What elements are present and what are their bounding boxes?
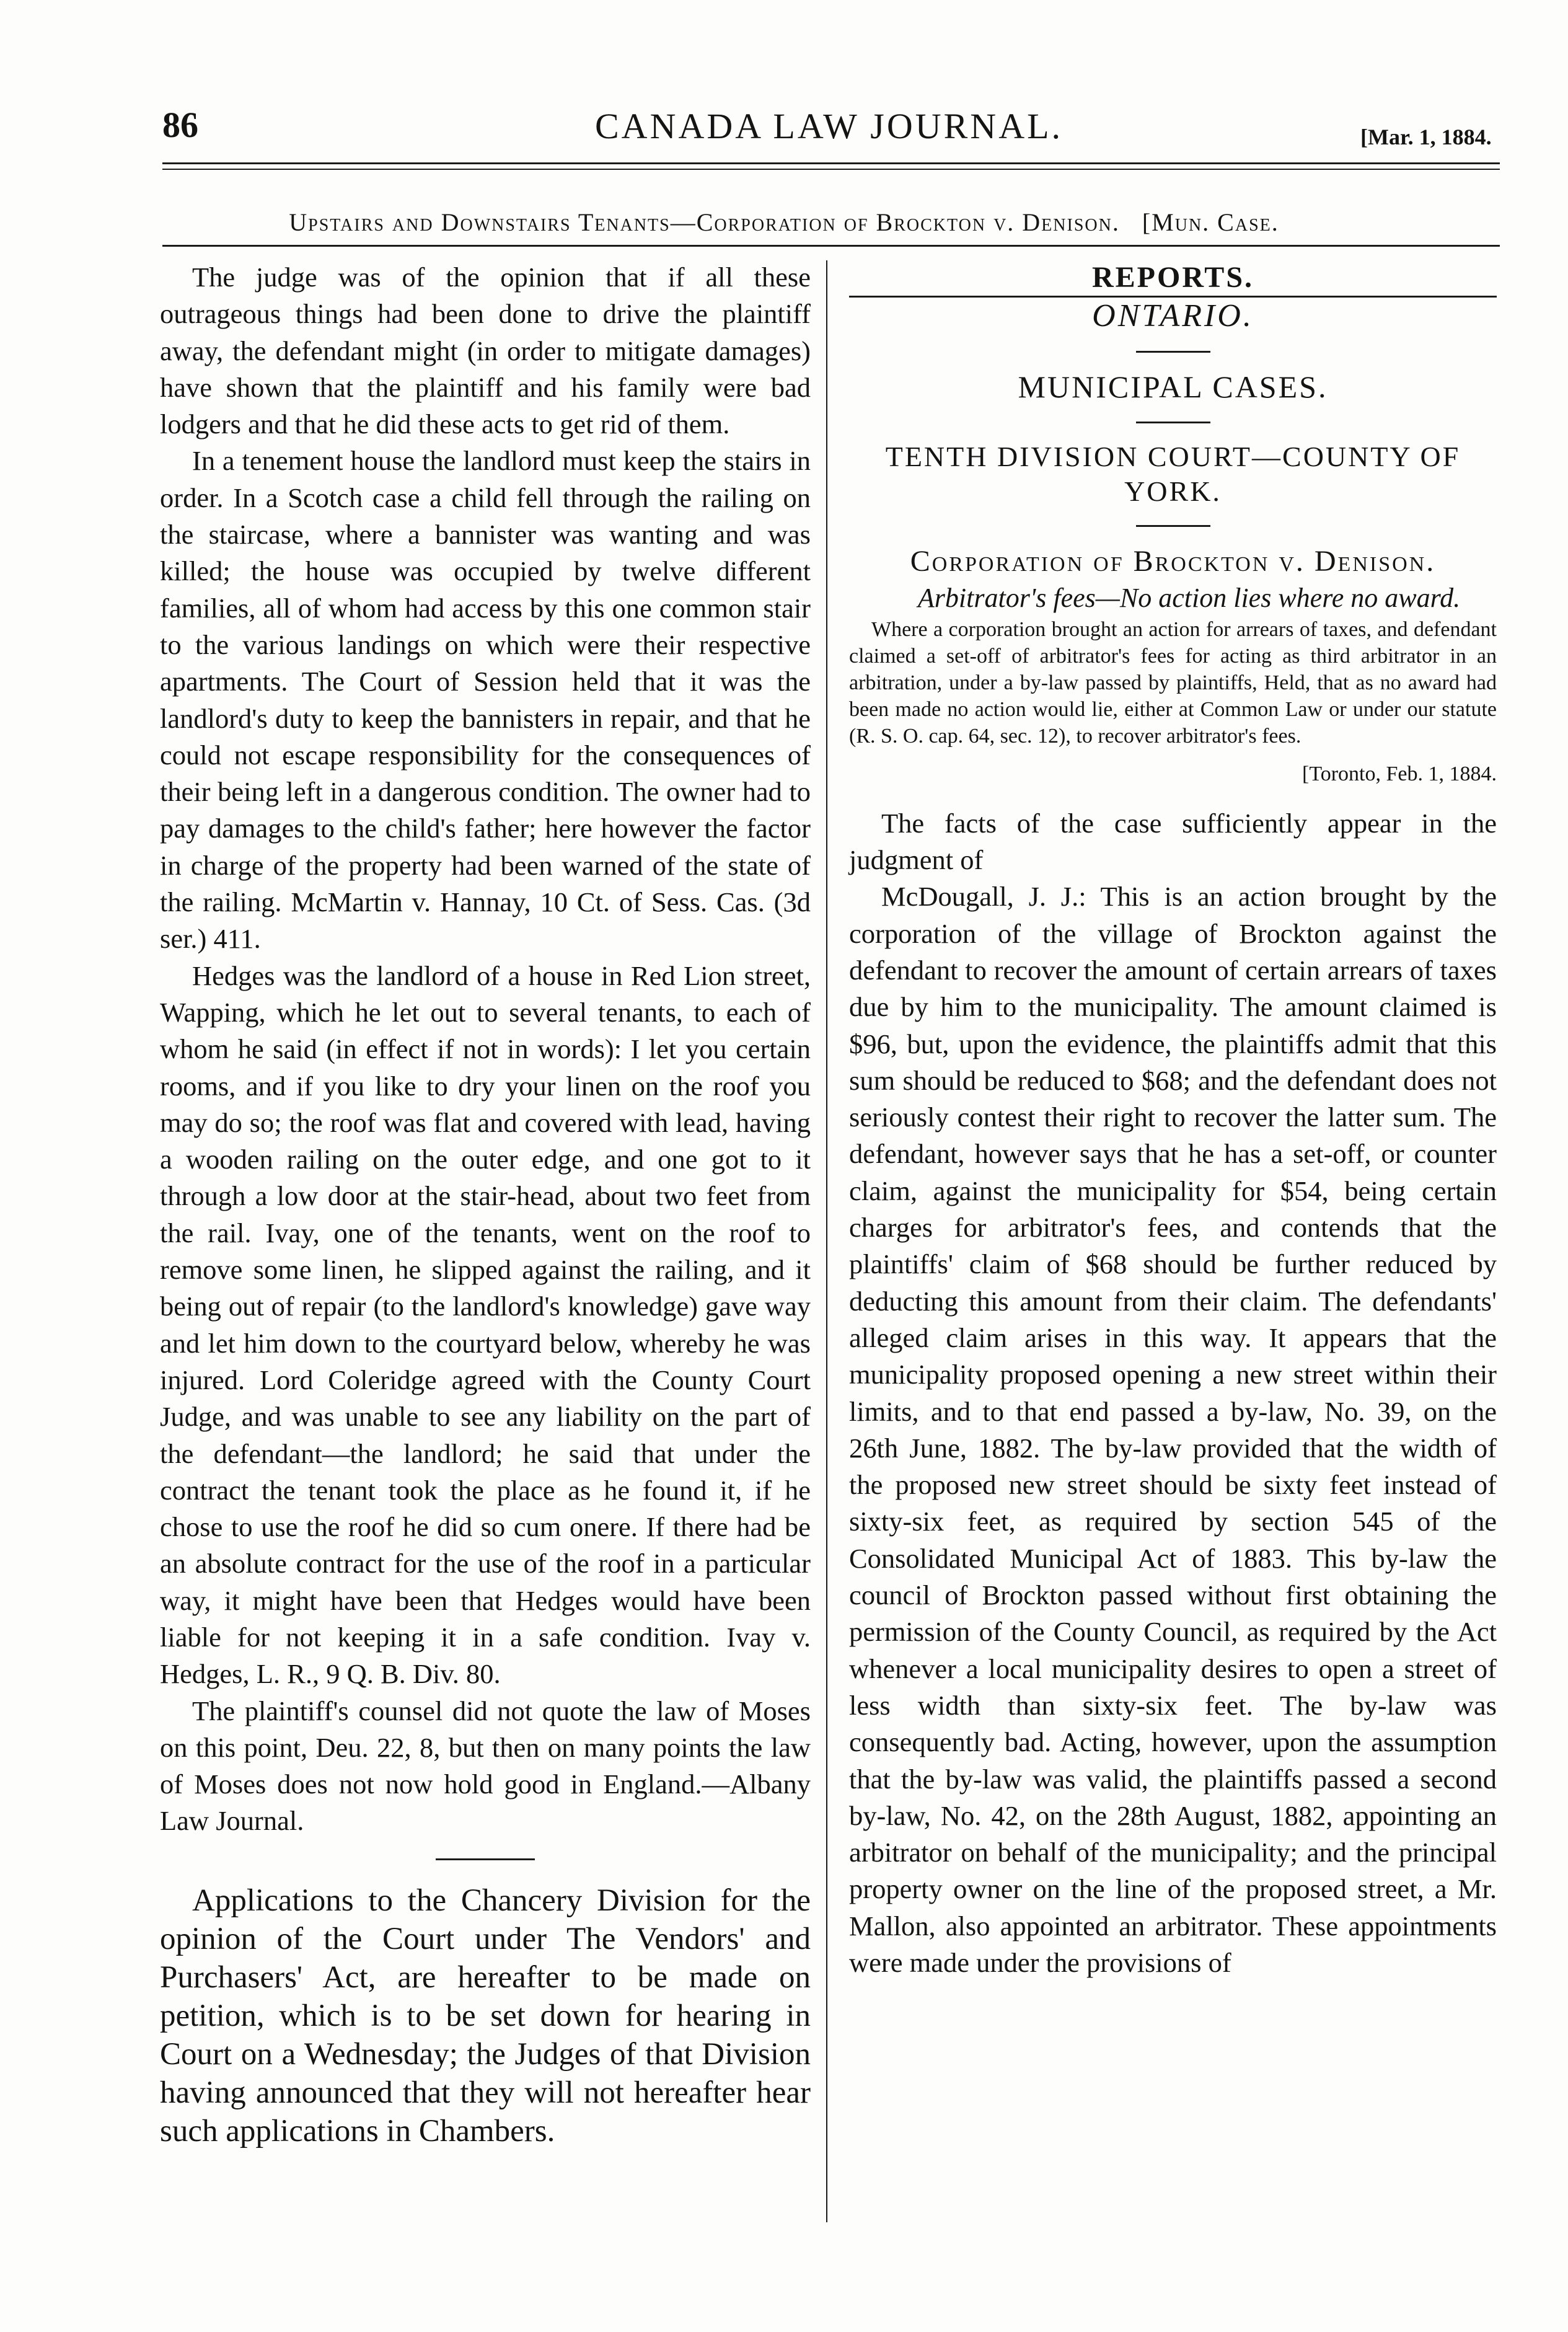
short-rule-3	[1136, 525, 1210, 527]
paragraph-hedges-case: Hedges was the landlord of a house in Red Lion street, Wapping, which he let out to several tenants, to each of whom he said (in effect if not in words): I let you certain rooms, and if you like to dry your linen on the roof you may do so; the roof was flat and covered with lead, having a wooden railing on the outer edge, and one got to it through a low door at the stair-head, about two feet from the rail. Ivay, one of the tenants, went on the roof to remove some linen, he slipped against the railing, and it being out of repair (to the landlord's knowledge) gave way and let him down to the courtyard below, whereby he was injured. Lord Coleridge agreed with the County Court Judge, and was unable to see any liability on the part of the defendant—the landlord; he said that under the contract the tenant took the place as he found it, if he chose to use the roof he did so cum onere. If there had be an absolute contract for the use of the roof in a particular way, it might have been that Hedges would have been liable for not keeping it in a safe condition. Ivay v. Hedges, L. R., 9 Q. B. Div. 80.	[160, 960, 811, 1690]
reports-rule	[849, 296, 1497, 298]
section-heading: MUNICIPAL CASES.	[1018, 369, 1328, 404]
short-rule-1	[1136, 351, 1210, 353]
dateline: [Toronto, Feb. 1, 1884.	[1302, 762, 1497, 786]
header-rule-top	[162, 162, 1500, 164]
column-divider	[826, 260, 827, 2222]
header-rule-bottom	[162, 169, 1500, 170]
running-head-title: Upstairs and Downstairs Tenants—Corporation of Brockton v. Denison.	[289, 208, 1120, 236]
issue-date: [Mar. 1, 1884.	[1360, 125, 1492, 149]
running-head-rule	[162, 245, 1500, 247]
headnote-title: Arbitrator's fees—No action lies where no award.	[917, 583, 1461, 614]
left-column	[160, 259, 811, 2150]
paragraph-tenement-stairs: In a tenement house the landlord must keep the stairs in order. In a Scotch case a child fell through the railing on the staircase, where a bannister was wanting and was killed; the house was occupied by twelve different families, all of whom had access by this one common stair to the various landings on which were their respective apartments. The Court of Session held that it was the landlord's duty to keep the bannisters in repair, and that he could not escape responsibility for the consequences of their being left in a dangerous condition. The owner had to pay damages to the child's father; here however the factor in charge of the property had been warned of the state of the railing. McMartin v. Hannay, 10 Ct. of Sess. Cas. (3d ser.) 411.	[160, 445, 811, 955]
page-number: 86	[162, 105, 198, 145]
reports-heading: REPORTS.	[1091, 261, 1254, 294]
running-head-section: [Mun. Case.	[1142, 208, 1279, 236]
judgment-text: McDougall, J. J.: This is an action brought by the corporation of the village of Brockton against the defendant to recover the amount of certain arrears of taxes due by him to the municipality. The amount claimed is $96, but, upon the evidence, the plaintiffs admit that this sum should be reduced to $68; and the defendant does not seriously contest their right to recover the latter sum. The defendant, however says that he has a set-off, or counter claim, against the municipality for $54, being certain charges for arbitrator's fees, and contends that the plaintiffs' claim of $68 should be further reduced by deducting this amount from their claim. The defendants' alleged claim arises in this way. It appears that the municipality proposed opening a new street within their limits, and to that end passed a by-law, No. 39, on the 26th June, 1882. The by-law provided that the width of the proposed new street should be sixty feet instead of sixty-six feet, as required by section 545 of the Consolidated Municipal Act of 1883. This by-law the council of Brockton passed without first obtaining the permission of the County Council, as required by the Act whenever a local municipality desires to open a street of less width than sixty-six feet. The by-law was consequently bad. Acting, however, upon the assumption that the by-law was valid, the plaintiffs passed a second by-law, No. 42, on the 28th August, 1882, appointing an arbitrator on behalf of the municipality; and the principal property owner on the line of the proposed street, a Mr. Mallon, also appointed an arbitrator. These appointments were made under the provisions of	[849, 881, 1497, 1978]
case-intro: The facts of the case sufficiently appear in the judgment of	[849, 807, 1497, 876]
short-rule-2	[1136, 422, 1210, 423]
journal-title: CANADA LAW JOURNAL.	[595, 106, 1064, 146]
section-rule	[436, 1858, 535, 1860]
case-title: Corporation of Brockton v. Denison.	[910, 544, 1436, 578]
paragraph-outrageous-acts: The judge was of the opinion that if all these outrageous things had been done to drive the plaintiff away, the defendant might (in order to mitigate damages) have shown that the plaintiff and his family were bad lodgers and that he did these acts to get rid of them.	[160, 262, 811, 440]
paragraph-law-of-moses: The plaintiff's counsel did not quote the law of Moses on this point, Deu. 22, 8, but then on many points the law of Moses does not now hold good in England.—Albany Law Journal.	[160, 1695, 811, 1837]
province-heading: ONTARIO.	[1092, 298, 1254, 334]
chancery-notice: Applications to the Chancery Division for the opinion of the Court under The Vendors' and Purchasers' Act, are hereafter to be made on petition, which is to be set down for hearing in Court on a Wednesday; the Judges of that Division having announced that they will not hereafter hear such applications in Chambers.	[160, 1883, 811, 2149]
headnote: Where a corporation brought an action for arrears of taxes, and defendant claimed a set-off of arbitrator's fees for acting as third arbitrator in an arbitration, under a by-law passed by plaintiffs, Held, that as no award had been made no action would lie, either at Common Law or under our statute (R. S. O. cap. 64, sec. 12), to recover arbitrator's fees.	[849, 618, 1497, 748]
court-heading: TENTH DIVISION COURT—COUNTY OF YORK.	[885, 440, 1461, 507]
right-column	[849, 259, 1497, 1981]
running-head	[0, 208, 1568, 237]
